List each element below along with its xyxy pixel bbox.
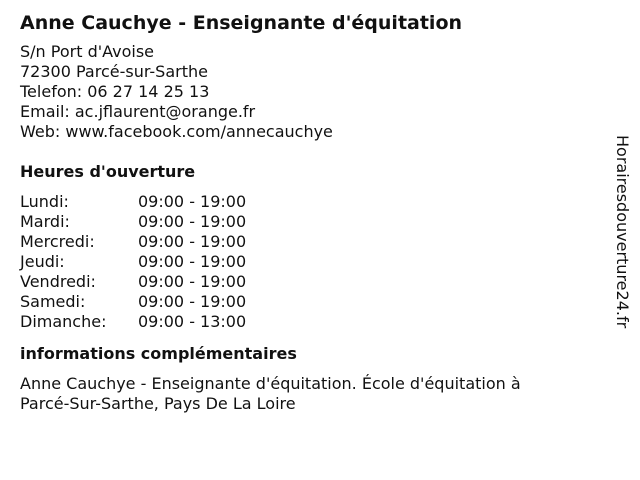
hours-row (20, 252, 600, 272)
hours-heading: Heures d'ouverture (20, 162, 196, 181)
email-line (20, 102, 600, 122)
address-block (20, 42, 600, 142)
web-link[interactable]: www.facebook.com/annecauchye (65, 122, 333, 141)
phone-label: Telefon: (20, 82, 83, 101)
hours-table (20, 192, 600, 332)
time-range: 09:00 - 19:00 (138, 292, 247, 311)
info-description: Anne Cauchye - Enseignante d'équitation. École d'équitation à Parcé-Sur-Sarthe, Pays De La Loire (20, 374, 521, 413)
hours-row (20, 292, 600, 312)
hours-row (20, 312, 600, 332)
time-range: 09:00 - 13:00 (138, 312, 247, 331)
phone-number[interactable]: 06 27 14 25 13 (87, 82, 210, 101)
hours-row (20, 272, 600, 292)
day-label: Dimanche: (20, 312, 107, 331)
day-label: Mercredi: (20, 232, 95, 251)
day-label: Vendredi: (20, 272, 96, 291)
email-label: Email: (20, 102, 70, 121)
day-label: Jeudi: (20, 252, 65, 271)
email-address[interactable]: ac.jflaurent@orange.fr (74, 102, 256, 121)
day-label: Lundi: (20, 192, 69, 211)
time-range: 09:00 - 19:00 (138, 272, 247, 291)
day-label: Mardi: (20, 212, 70, 231)
time-range: 09:00 - 19:00 (138, 212, 247, 231)
time-range: 09:00 - 19:00 (138, 232, 247, 251)
day-label: Samedi: (20, 292, 86, 311)
hours-row (20, 232, 600, 252)
address-street: S/n Port d'Avoise (20, 42, 155, 61)
hours-row (20, 192, 600, 212)
info-heading: informations complémentaires (20, 344, 297, 363)
time-range: 09:00 - 19:00 (138, 192, 247, 211)
time-range: 09:00 - 19:00 (138, 252, 247, 271)
phone-line (20, 82, 600, 102)
web-label: Web: (20, 122, 61, 141)
address-city: 72300 Parcé-sur-Sarthe (20, 62, 208, 81)
business-name: Anne Cauchye - Enseignante d'équitation (20, 12, 463, 34)
hours-row (20, 212, 600, 232)
web-line (20, 122, 600, 142)
business-card (20, 10, 600, 414)
site-watermark: Horairesdouverture24.fr (613, 135, 632, 329)
